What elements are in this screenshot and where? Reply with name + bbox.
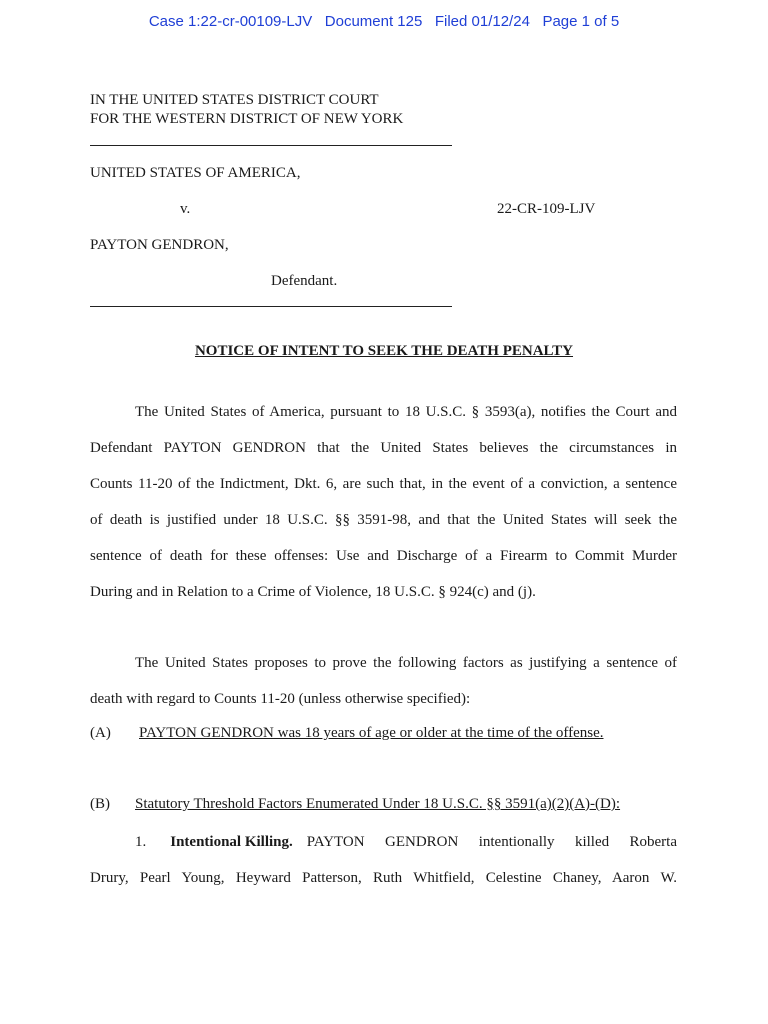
paragraph-line: death with regard to Counts 11-20 (unless otherwise specified): [90, 691, 471, 707]
case-number: 22-CR-109-LJV [497, 201, 596, 217]
caption-top-rule [90, 145, 452, 146]
item-b1-line-1 [90, 832, 677, 868]
document-title: NOTICE OF INTENT TO SEEK THE DEATH PENALTY [194, 343, 574, 359]
item-a-label: (A) [90, 725, 111, 741]
plaintiff-name: UNITED STATES OF AMERICA, [90, 165, 301, 181]
paragraph-line: of death is justified under 18 U.S.C. §§ 3591-98, and that the United States will seek the [90, 512, 677, 528]
paragraph-line: During and in Relation to a Crime of Violence, 18 U.S.C. § 924(c) and (j). [90, 584, 536, 600]
paragraph-line: The United States proposes to prove the following factors as justifying a sentence of [135, 655, 677, 671]
ecf-header-stamp [0, 13, 768, 30]
paragraph-line: Defendant PAYTON GENDRON that the United States believes the circumstances in [90, 440, 677, 456]
item-b1-heading: Intentional Killing. [170, 834, 293, 850]
defendant-name: PAYTON GENDRON, [90, 237, 229, 253]
item-b-label: (B) [90, 796, 110, 812]
item-b-text: Statutory Threshold Factors Enumerated Under 18 U.S.C. §§ 3591(a)(2)(A)-(D): [135, 796, 621, 812]
item-b1-number: 1. [135, 834, 147, 850]
filed-date-stamp: Filed 01/12/24 [434, 13, 530, 30]
paragraph-line: sentence of death for these offenses: Use and Discharge of a Firearm to Commit Murder [90, 548, 677, 564]
item-b1-paragraph [90, 832, 677, 904]
page-count-stamp: Page 1 of 5 [542, 13, 620, 30]
document-number-stamp: Document 125 [324, 13, 423, 30]
paragraph-line: The United States of America, pursuant to 18 U.S.C. § 3593(a), notifies the Court and [135, 404, 677, 420]
caption-bottom-rule [90, 306, 452, 307]
paragraph-line: Counts 11-20 of the Indictment, Dkt. 6, are such that, in the event of a conviction, a sentence [90, 476, 677, 492]
court-name-line-1: IN THE UNITED STATES DISTRICT COURT [90, 92, 379, 108]
defendant-label: Defendant. [271, 273, 338, 289]
paragraph-notice [90, 402, 677, 618]
item-a-text: PAYTON GENDRON was 18 years of age or older at the time of the offense. [139, 725, 604, 741]
versus-label: v. [180, 201, 191, 217]
case-number-stamp: Case 1:22-cr-00109-LJV [148, 13, 313, 30]
item-b1-line-1-text: PAYTON GENDRON intentionally killed Roberta [306, 834, 677, 850]
item-b1-line-2: Drury, Pearl Young, Heyward Patterson, Ruth Whitfield, Celestine Chaney, Aaron W. [90, 870, 677, 886]
court-name-line-2: FOR THE WESTERN DISTRICT OF NEW YORK [90, 111, 404, 127]
paragraph-factors-intro [90, 653, 677, 725]
